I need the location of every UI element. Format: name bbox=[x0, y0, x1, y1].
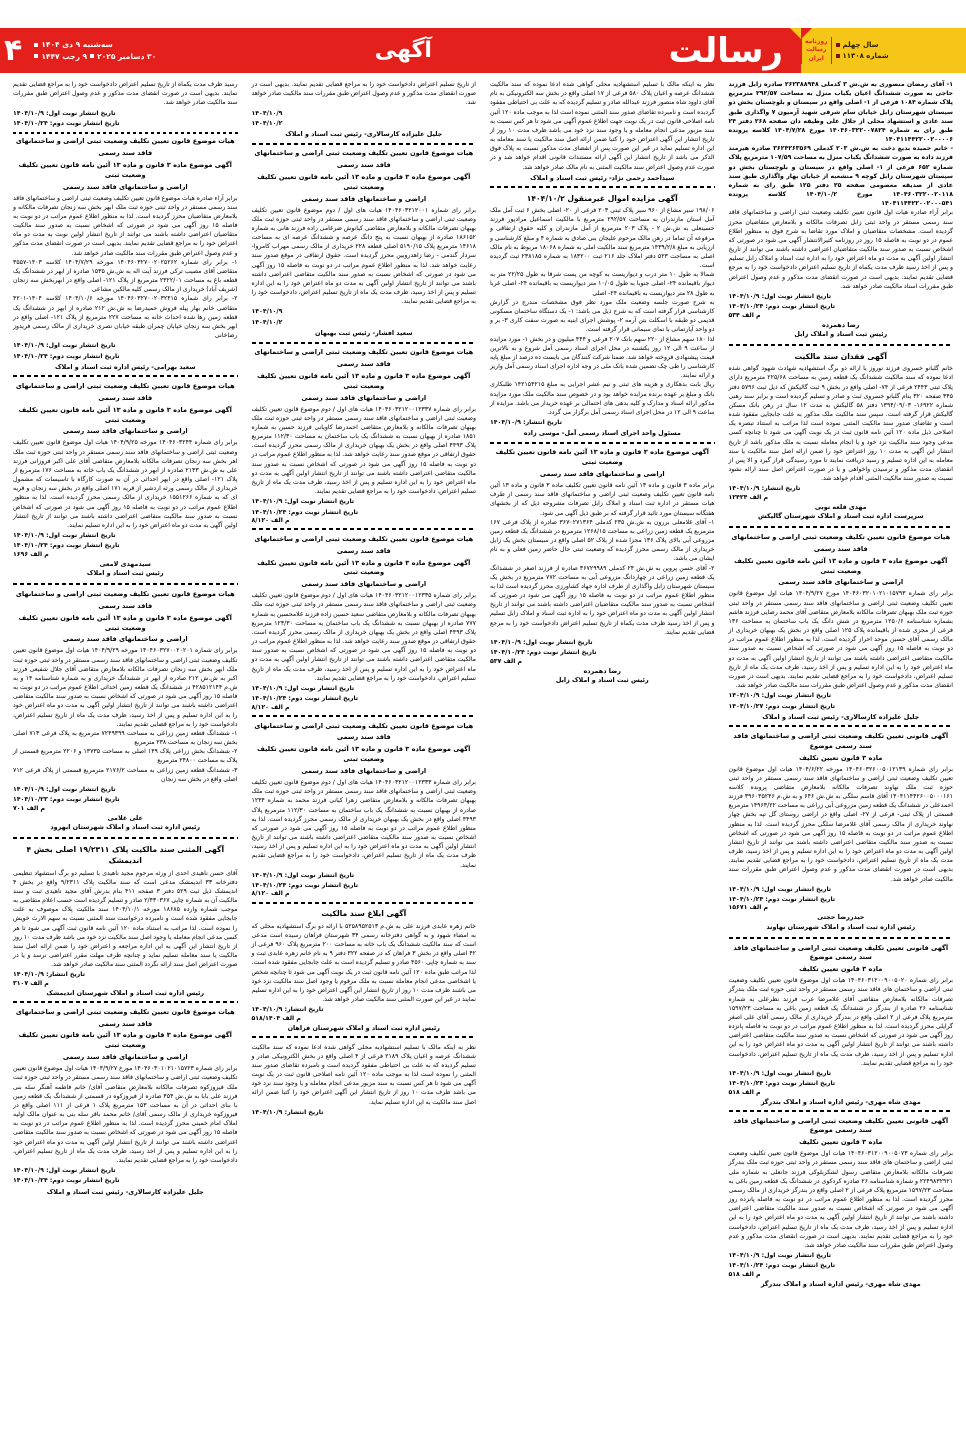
bullet-square-icon bbox=[34, 43, 38, 47]
publication-date-first: ۱۴۰۴/۱۰/۹ bbox=[251, 308, 283, 316]
signature-inline: جلیل علیزاده کارسالاری- رئیس ثبت اسناد و املاک bbox=[285, 130, 443, 139]
section-divider bbox=[729, 724, 954, 729]
section-divider bbox=[252, 1035, 477, 1040]
notice-c4-n6 bbox=[13, 1008, 238, 1196]
signature-inline: مهدی شاه مهری- رئیس اداره اسناد و املاک بندرگز bbox=[760, 1097, 921, 1106]
publication-date-second: تاریخ انتشار نوبت دوم: ۱۴۰۴/۱۰/۲۴ bbox=[251, 508, 359, 516]
signature-inline: جلیل علیزاده کارسالاری- رئیس ثبت اسناد و املاک bbox=[46, 1187, 204, 1196]
notice-item-2: ۲- برابر رای شماره ۱۴۰۴۶۰۳۲۷۰۰۲۰۳۲۴۱۵ مورخه ۱۴۰۴/۱۰/۶ کلاسه ۱۴۰۴-۴۲۰۱ متقاضی خانم بهار پیله فروش حمیدرضا به ش.ش ۲۱۲ صادره از ابهر در ششدانگ یک قطعه زمین رها شده احداث خانه به مساحت ۲۲۷ مترمربع از پلاک ۱۲۱- اصلی واقع در ابهر بخش سه زنجان خیابان چمران طبقه خیابان نصری خریداری از مالک رسمی فریدوز رضاخانی bbox=[13, 295, 238, 340]
bullet-square-icon bbox=[836, 43, 840, 47]
notice-item-1: ۱- آقای غلامعلی بررون به ش.ش ۲۳۵ کدملی ۳۶۷۰۲۷۱۳۶۴ صادره از پلاک فرعی ۱۶۷ مترمربع یک قطعه زمین زراعی به مساحت ۱۲۶۸/۱۵ مترمربع در ششدانگ یک قطعه زمین مزروعی آبی بالای پلاک ۱۳۶ مجزا شده از پلاک ۵۲ اصلی واقع در سیستان بخش یک زابل خریداری از مالک رسمی محرز گردیده که وضعیت ثبتی حال حاضر زمین فعلی و به نام ایشان می باشد. bbox=[490, 518, 715, 563]
notice-body: برابر ماده ۳ قانون و ماده ۱۳ آئین نامه قانون تعیین تکلیف ماده ۳ قانون و ماده ۱۳ آئین نامه قانون تعیین تکلیف وضعیت ثبتی اراضی و ساختمانهای فاقد سند رسمی از طرف هیات مستقر در اداره ثبت اسناد و املاک زابل تصرفات مشروحه ذیل که از بخشهای هفتگانه سیستان مورد تائید قرار گرفته که بر طبق ذیل آگهی می شود. bbox=[490, 482, 715, 517]
section-divider bbox=[13, 374, 238, 379]
date-solar: سه‌شنبه ۹ دی ۱۴۰۴ bbox=[41, 40, 113, 50]
notice-c3-n5 bbox=[252, 722, 477, 898]
brand-logo: رسالت bbox=[668, 30, 783, 71]
publication-date-second: ۱۴۰۴/۱۰/۲ bbox=[251, 318, 283, 326]
hiat-heading-line2: فاقد سند رسمی bbox=[336, 359, 391, 368]
issue-label: شماره ۱۱۳۰۸ bbox=[842, 52, 889, 60]
publication-date: تاریخ انتشار: ۱۴۰۴/۱۰/۹ bbox=[13, 971, 85, 979]
notice-body: برابر رای شماره ۱۴۰۴۶۰۳۲۴۴ مورخه ۱۴۰۴/۹/۲۵ هیات اول موضوع قانون تعیین تکلیف وضعیت ثبتی اراضی و ساختمانهای فاقد سند رسمی مستقر در واحد ثبتی حوزه ثبت ملک اهر بخش سه زنجان تصرفات مالکانه بلامعارض متقاضی آقای علی اکبر فروزانی فرزند علی به ش.ش ۲۱۳۳ صادره از ابهر در ششدانگ یک باب خانه به مساحت ۱۷۶ مترمربع از پلاک ۱۲۱- اصلی واقع در ابهر احداثی در آن به صورت کارگاه با تاسیسات که مشمول خریداری از مالک رسمی ورثه اردشیر از قریه ۱۷۱ اصلی واقع در بخش سه زنجان و قریه ای که به شماره ۱۵۵۱۲۶۶ خریداری از مالک رسمی محرز گردیده است. لذا به منظور اطلاع عموم مراتب در دو نوبت به فاصله ۱۵ روز آگهی می شود در صورتی که اشخاص نسبت به صدور سند مالکیت متقاضی اعتراضی داشته باشند می توانند از تاریخ انتشار اولین آگهی به مدت دو ماه اعتراض خود را به این اداره تسلیم نمایند. bbox=[13, 439, 238, 529]
publication-date-second: تاریخ انتشار نوبت دوم: ۱۴۰۴/۱۰/۲۴ bbox=[728, 1080, 836, 1088]
signer-name: حیدررضا حجتی bbox=[817, 913, 865, 922]
date-gregorian: ۳۰ دسامبر ۲۰۲۵ bbox=[97, 51, 157, 61]
hiat-heading-line1: هیات موضوع قانون تعیین تکلیف وضعیت ثبتی اراضی و ساختمانهای bbox=[15, 1007, 235, 1016]
notice-title: آگهی ابلاغ سند مالکیت bbox=[321, 909, 407, 919]
agahi-heading-line2: اراضی و ساختمانهای فاقد سند رسمی bbox=[539, 470, 665, 479]
signature-inline: مهدی شاه مهری- رئیس اداره اسناد و املاک بندرگز bbox=[760, 1279, 921, 1288]
notice-item-3: ۳- ششدانگ قطعه زمین زراعی به مساحت ۲۱۷۶/۲ مترمربع قسمتی از پلاک فرعی ۷۱۲ اصلی واقع در بخش سه زنجان bbox=[13, 766, 238, 783]
publication-date-second: تاریخ انتشار نوبت دوم: ۱۴۰۴/۱۰/۲۴ bbox=[13, 119, 120, 127]
signature-inline: رئیس اداره ثبت اسناد و املاک شهرستان فراهان bbox=[287, 1023, 440, 1032]
column-2 bbox=[245, 80, 484, 1432]
agahi-heading-line2: اراضی و ساختمانهای فاقد سند رسمی bbox=[301, 393, 427, 402]
signature-inline: مسئول واحد اجرای اسناد رسمی آمل- موسی زاده bbox=[523, 429, 681, 438]
date-lunar: ۹ رجب ۱۴۴۷ bbox=[41, 51, 88, 61]
agahi-heading-line1: آگهی موضوع ماده ۳ قانون و ماده ۱۳ آئین نامه قانون تعیین تکلیف وضعیت ثبتی bbox=[18, 160, 232, 179]
section-divider bbox=[252, 340, 477, 345]
corner-notch-icon bbox=[801, 28, 812, 39]
publication-date-first: تاریخ انتشار نوبت اول: ۱۴۰۴/۱۰/۹ bbox=[490, 638, 593, 646]
masthead-meta bbox=[836, 41, 895, 60]
agahi-ghanooni-heading2: ماده ۳ قانون تعیین تکلیف bbox=[799, 1138, 883, 1147]
publisher-logo-icon bbox=[801, 37, 832, 63]
section-divider bbox=[252, 714, 477, 719]
malef-code: م الف ۸/۱۲۰ bbox=[251, 703, 290, 711]
signer-role: رئیس ثبت اسناد و املاک زابل bbox=[794, 330, 888, 339]
signature-block bbox=[729, 913, 954, 932]
masthead-red-band bbox=[0, 28, 801, 73]
year-line bbox=[836, 41, 889, 49]
agahi-heading-line1: آگهی موضوع ماده ۳ قانون و ماده ۱۳ آئین نامه قانون تعیین تکلیف وضعیت ثبتی bbox=[18, 405, 232, 424]
section-divider bbox=[252, 527, 477, 532]
publication-date-first: تاریخ انتشار نوبت اول: ۱۴۰۴/۱۰/۹ bbox=[13, 109, 116, 117]
signer-role: رئیس اداره ثبت اسناد و املاک شهرستان ابهرود bbox=[50, 823, 201, 832]
signer-role: سرپرست اداره ثبت اسناد و املاک شهرستان گالیکش bbox=[757, 512, 924, 521]
hiat-heading-line2: فاقد سند رسمی bbox=[98, 149, 153, 157]
hiat-heading-line2: فاقد سند رسمی bbox=[813, 544, 868, 553]
notice-body: از تاریخ تسلیم اعتراض دادخواست خود را به مراجع قضایی تقدیم نمایند. بدیهی است در صورت انقضای مدت مذکور و عدم وصول اعتراض طبق مقررات سند مالکیت صادر خواهد شد. bbox=[251, 81, 476, 107]
section-divider bbox=[729, 343, 954, 348]
classifieds-columns bbox=[6, 80, 960, 1432]
signer-name: سیدمهدی لامعی bbox=[99, 559, 151, 568]
notice-body-5: ریال بابت بدهکاری و هزینه های ثبتی و نیم عشر اجرایی به مبلغ ۱۴۲۱۵۴۲۱۵ طلبکاری بانک و مبلغ بر عهده برنده مزایده خواهد بود و در خصوص سند مالکیت ملک مورد مزایده مذکور ارائه اسناد و مدارک و کلیه بدهی های احتمالی بر عهده خریدار می باشد. مزایده از ساعت ۹ الی ۱۲ در محل اجرای اسناد رسمی آمل برگزار می گردد. bbox=[490, 381, 715, 416]
notice-title: آگهی مزایده اموال غیرمنقول ۱۴۰۴/۱۰/۲ bbox=[526, 193, 678, 203]
notice-c4-n3 bbox=[13, 382, 238, 579]
notice-body-3: به شرح صورت جلسه وضعیت ملک مورد نظر فوق مشخصات مندرج در گزارش کارشناسی قرار گرفته است که به شرح ذیل می باشد: ۱- یک دستگاه ساختمان مسکونی قدیمی دو طبقه با اسکلت بتن آرمه ۲- پوشش اجرای ابنیه به صورت سفت کاری ۳- بر و دو واحد آپارتمانی با نمای سیمانی قرار گرفته است. bbox=[490, 298, 715, 334]
page-number: ۴ bbox=[4, 32, 23, 68]
logo-line-1: روزنامه bbox=[805, 38, 828, 46]
hiat-heading-line1: هیات موضوع قانون تعیین تکلیف وضعیت ثبتی اراضی و ساختمانهای bbox=[254, 721, 474, 730]
publication-date-first: تاریخ انتشار نوبت اول: ۱۴۰۴/۱۰/۹ bbox=[251, 684, 355, 692]
publication-date: تاریخ انتشار: ۱۴۰۴/۱۰/۹ bbox=[728, 485, 801, 493]
agahi-heading-line1: آگهی موضوع ماده ۳ قانون و ماده ۱۳ آئین نامه قانون تعیین تکلیف وضعیت ثبتی bbox=[18, 1031, 232, 1050]
notice-body: برابر رای شماره ۱۴۰۴۶۰۳۲۱۲۰۰۱۲۳۳۵ هیات های اول / دوم موضوع قانون تعیین تکلیف وضعیت ثبتی اراضی و ساختمانهای فاقد سند رسمی مستقر در واحد ثبتی حوزه ثبت ملک بهبهان تصرفات مالکانه و بلامعارض متقاضی سعید حسین زاده فرزند غلامحسین به شماره ۷۷۷ صادره از بهبهان نسبت به ششدانگ یک باب ساختمان به مساحت ۱۲۳/۳۰ مترمربع پلاک ۴۴۹۳ اصلی واقع در بخش یک بهبهان خریداری از مالک رسمی محرز گردیده است. حقوق ارتفاقی در موقع صدور سند رعایت خواهد شد. لذا به منظور اطلاع عموم مراتب در دو نوبت به فاصله ۱۵ روز آگهی می شود در صورتی که اشخاص نسبت به صدور سند مالکیت متقاضی اعتراضی داشته باشند می توانند از تاریخ انتشار اولین آگهی به مدت دو ماه اعتراض خود را به این اداره تسلیم و پس از اخذ رسید، ظرف مدت یک ماه از تاریخ تسلیم اعتراض، دادخواست خود را به مراجع قضایی تقدیم نمایند. bbox=[251, 592, 476, 682]
agahi-heading-line2: اراضی و ساختمانهای فاقد سند رسمی bbox=[301, 767, 427, 776]
section-divider bbox=[252, 141, 477, 146]
malef-code: م الف ۱۲۴۲۴ bbox=[728, 493, 769, 501]
agahi-heading-line2: اراضی و ساختمانهای فاقد سند رسمی bbox=[301, 194, 427, 203]
agahi-heading-line2: اراضی و ساختمانهای فاقد سند رسمی bbox=[62, 427, 188, 436]
publication-date-second: تاریخ انتشار نوبت دوم: ۱۴۰۴/۱۰/۲۴ bbox=[13, 352, 120, 360]
notice-body: برابر رای شماره ۱۴۰۴۶۰۳۲۱۲۰۰۱۲۳۳۷ هیات های اول / دوم موضوع قانون تعیین تکلیف وضعیت ثبتی اراضی و ساختمانهای فاقد سند رسمی مستقر در واحد ثبتی حوزه ثبت ملک بهبهان تصرفات مالکانه و بلامعارض متقاضی احمدرضا کاویانی فرزند حسین به شماره ۱۸۵۱ صادره از بهبهان نسبت به ششدانگ یک باب ساختمان به مساحت ۱۱۲/۳۰ مترمربع پلاک ۴۴۹۳ اصلی واقع در بخش یک بهبهان خریداری از مالک رسمی محرز گردیده است. حقوق ارتفاقی در موقع صدور سند رعایت خواهد شد. لذا به منظور اطلاع عموم مراتب در دو نوبت به فاصله ۱۵ روز آگهی می شود در صورتی که اشخاص نسبت به صدور سند مالکیت متقاضی اعتراضی داشته باشند می توانند از تاریخ انتشار اولین آگهی به مدت دو ماه اعتراض خود را به این اداره تسلیم و پس از اخذ رسید، ظرف مدت یک ماه از تاریخ تسلیم اعتراض، دادخواست خود را به مراجع قضایی تقدیم نمایند. bbox=[251, 405, 476, 496]
hiat-heading-line2: فاقد سند رسمی bbox=[336, 161, 391, 169]
signer-name: مهدی قلعه نوبی bbox=[814, 502, 867, 511]
notice-c2-n2 bbox=[490, 193, 715, 438]
publication-date-second: تاریخ انتشار نوبت دوم: ۱۴۰۴/۱۰/۲۴ bbox=[728, 896, 836, 904]
signature-inline: سعید افشار- رئیس ثبت بهبهان bbox=[315, 329, 413, 338]
publication-date-first: تاریخ انتشار نوبت اول: ۱۴۰۴/۱۰/۹ bbox=[13, 785, 116, 793]
section-divider bbox=[729, 1109, 954, 1114]
publication-date: تاریخ انتشار: ۱۴۰۴/۱۰/۹ bbox=[490, 419, 562, 427]
publication-date-second: تاریخ انتشار نوبت دوم: ۱۴۰۴/۱۰/۲۴ bbox=[13, 542, 120, 550]
malef-code: م الف ۱۶۹۶ bbox=[13, 550, 49, 558]
notice-body: آقای حسن ناهیدی احدی از ورثه مرحوم مجید ناهیدی با تسلیم دو برگ استشهاد تنظیمی دفترخانه ۳۳ اندیمشک مدعی است که سند مالکیت پلاک ۹/۲۳۱۱ واقع در بخش ۴ اندیمشک ذیل ثبت ۵۲۹ دفتر ۳ صفحه ۴۱۱ بنام بدرش آقای مجید ناهیدی ثبت و سند مالکیت آن به شماره چاپی ۲/۴۳۰۳۶۷ صادر و تسلیم گردیده است حسب اعلام متقاضی به موجب شماره وارده ۱۸۶۸۵ مورخه ۱۴۰۴/۱۰/۱ سند مالکیت پلاک موصوف به علت جابجایی مفقود شده است و نامبرده درخواست سند المثنی نسبت به سهم الارث خویش را نموده است. لذا مراتب به استناد ماده ۱۲۰ آئین نامه قانون ثبت آگهی می شود تا هر کسی مدعی انجام معامله یا وجود اصل سند مالکیت نزد خود می باشد ظرف مدت ۱۰ روز از تاریخ انتشار این آگهی به این اداره مراجعه و اعتراض خود را ضمن ارائه اصل سند مالکیت یا سند معامله تسلیم نماید و چنانچه ظرف مهلت مقرر اعتراضی نرسد و یا در صورت اعتراض اصل سند ارائه نگردد المثنی سند مالکیت صادر خواهد شد. bbox=[13, 869, 238, 969]
date-lunar-line bbox=[34, 52, 156, 61]
publication-date-second: تاریخ انتشار نوبت دوم: ۱۴۰۴/۱۰/۲۳ bbox=[13, 796, 120, 804]
agahi-ghanooni-heading: آگهی قانونی تعیین تکلیف وضعیت ثبتی اراضی و ساختمانهای فاقد سند رسمی موضوع bbox=[733, 943, 949, 962]
publication-date: تاریخ انتشار: ۱۴۰۴/۱۰/۹ bbox=[251, 1108, 324, 1116]
malef-code: م الف ۳۱۰۷ bbox=[13, 979, 49, 987]
notice-item-1: ۱- برابر رای شماره ۱۴۰۴۶۰۳۲۷۰۰۲۰۲۵۲۶۲ مورخه ۱۴۰۴/۷/۲۹ کلاسه ۱۴۰۳-۳۵۵۷ متقاضی آقای مصیب ترکی فرزند آیت اله به ش.ش ۱۵۳۵ صادره از ابهر در ششدانگ یک قطعه باغ به مساحت ۲۳۲۲/۰۱ مترمربع از پلاک ۱۲۱- اصلی واقع در ابهربخش سه زنجان (شریف آباد) خریداری از مالک رسمی کلیه مالکین مشاعی bbox=[13, 258, 238, 294]
signature-block bbox=[729, 321, 954, 340]
notice-body: برابر آراء صادره هیات موضوع قانون تعیین تکلیف وضعیت ثبتی اراضی و ساختمانهای فاقد سند رسمی مستقر در واحد ثبتی حوزه ثبت ملک ابهر بخش سه زنجان تصرفات مالکانه و بلامعارض متقاضیان محرز گردیده است. لذا به منظور اطلاع عموم مراتب در دو نوبت به فاصله ۱۵ روز آگهی می شود در صورتی که اشخاص نسبت به صدور سند مالکیت متقاضیان اعتراضی داشته باشند می توانند از تاریخ انتشار اولین نوبت به مدت دو ماه اعتراض خود را به مراجع قضایی تقدیم نمایند. بدیهی است در صورت انقضای مدت مذکور و عدم وصول اعتراض طبق مقررات سند مالکیت صادر خواهد شد. bbox=[13, 194, 238, 257]
bullet-square-icon bbox=[90, 54, 94, 58]
agahi-heading-line1: آگهی موضوع ماده ۳ قانون و ماده ۱۳ آئین نامه قانون تعیین تکلیف وضعیت ثبتی bbox=[18, 613, 232, 632]
signer-name: علی غلامی bbox=[107, 813, 143, 822]
notice-item-2: ۲- آقای حسن پروین به ش.ش ۲۴ کدملی ۳۶۷۲۹۹۸۹ صادره از فرزند اصغر در ششدانگ یک قطعه زمین زراعی در چهاردانگ مزروعی آبی به مساحت ۷۷۲ مترمربع در بخش یک سیستان شهرستان زابل واگذاری از طرف اداره جهاد کشاورزی محرز گردیده است لذا به منظور اطلاع عموم مراتب در دو نوبت به فاصله ۱۵ روز آگهی می شود در صورتی که اشخاص نسبت به صدور سند مالکیت متقاضیان اعتراضی داشته باشند می توانند از تاریخ انتشار اولین آگهی به مدت دو ماه اعتراض خود را به اداره ثبت اسناد و املاک زابل تسلیم و پس از اخذ رسید ظرف مدت یکماه از تاریخ تسلیم اعتراض دادخواست خود را به مرجع قضایی تقدیم نمایند. bbox=[490, 564, 715, 636]
notice-body: برابر رای شماره ۱۴۰۴۶۰۳۲۶۰۰۵۰۱۲۱۳۹ مورخه ۱۴۰۴/۶/۲۲ هیات اول موضوع قانون تعیین تکلیف وضعیت ثبتی اراضی و ساختمانهای فاقد سند رسمی مستقر در واحد ثبتی حوزه ثبت ملک نهاوند تصرفات مالکانه بلامعارض متقاضی پرونده کلاسه ۱۴۰۴۱۱۴۴۲۶۰۰۵۰۰۰۱۶۱ آقای قاسم سلگی به ش.ش ۶۴۶ و به ش.م ۳۹۶۰۴۵۲۴۶ فرزند احمدعلی در ششدانگ یک قطعه زمین مزروعی آبی زراعی به مساحت ۱۴۹۶۳/۲۲ مترمربع قسمتی از پلاک ثبتی- فرعی از ۲۷- اصلی واقع در اراضی روستای گل تپه بخش چهار نهاوند خریداری از مالک رسمی آقای غلامرضا سلگی محرز گردیده است. لذا به منظور اطلاع عموم مراتب در دو نوبت به فاصله ۱۵ روز آگهی می شود در صورتی که اشخاص نسبت به صدور سند مالکیت متقاضی اعتراضی داشته باشند می توانند از تاریخ انتشار اولین آگهی به مدت دو ماه اعتراض خود را به این اداره تسلیم و پس از اخذ رسید، ظرف مدت یک ماه از تاریخ تسلیم اعتراض، دادخواست خود را به مراجع قضایی تقدیم نمایند. بدیهی است در صورت انقضای مدت مذکور و عدم وصول اعتراض طبق مقررات سند مالکیت صادر خواهد شد. bbox=[728, 765, 954, 883]
notice-c1-n5 bbox=[729, 944, 954, 1106]
publication-date-second: تاریخ انتشار نوبت دوم: ۱۴۰۴/۱۰/۲۴ bbox=[251, 882, 359, 890]
publication-date: تاریخ انتشار: ۱۴۰۴/۱۰/۹ bbox=[251, 1006, 324, 1014]
notice-body: برابر رای شماره ۱۴۰۴۶۰۳۱۲۰۰۹۰۰۵۰۲۰ هیات اول موضوع قانون تعیین تکلیف وضعیت ثبتی اراضی و ساختمان های فاقد سند رسمی مستقر در واحد ثبتی حوزه ثبت ملک بندرگز تصرفات مالکانه بلامعارض متقاضی آقای غلامرضا عرب فرزند نظرعلی به شماره شناسنامه ۲۶ صادره از بندرگز در ششدانگ یک قطعه زمین باغی به مساحت ۱۵۹۷/۲۳ مترمربع پلاک فرعی از ۲ اصلی واقع در بندرگز خریداری از مالک رسمی آقای علی اصغر گرایلی محرز گردیده است. لذا به منظور اطلاع عموم مراتب در دو نوبت به فاصله پانزده روز آگهی می شود در صورتی که اشخاص نسبت به صدور سند مالکیت متقاضی اعتراضی داشته باشند می توانند از تاریخ انتشار اولین آگهی به مدت دو ماه اعتراض خود را به این اداره تسلیم و پس از اخذ رسید، ظرف مدت یک ماه از تاریخ تسلیم اعتراض، دادخواست خود را به مراجع قضایی تقدیم نمایند. bbox=[728, 977, 954, 1067]
agahi-heading-line2: اراضی و ساختمانهای فاقد سند رسمی bbox=[778, 578, 904, 587]
agahi-ghanooni-heading2: ماده ۳ قانون تعیین تکلیف bbox=[799, 753, 883, 762]
publication-date-first: تاریخ انتشار نوبت اول: ۱۴۰۴/۱۰/۹ bbox=[13, 342, 116, 350]
hiat-heading-line2: فاقد سند رسمی bbox=[98, 601, 153, 610]
notice-body: ۱۹۸/۰۶ سیر مشاع از ۹۶۰ سیر پلاک ثبتی ۲۰۳ فرعی از ۲۰- اصلی بخش ۶ ثبت آمل ملک آمل استان مازندران به مساحت ۲۹۲/۵۷ مترمربع با مالکیت اسماعیل مرادپور فرزند حسینعلی به ش.ش ۲ - پلاک ۲۰۳ مترمربع از آمل مازندران و کلیه حقوق ارتفاقی و مرفوعه آن تماما در رهن مالک مرحوم علیجان بنی صادق به شماره ۴ و مبلغ کارشناسی و ارزیابی به مبلغ ۱۴۳۹/۲/۸ مترمربع سند مالکیت املی به شماره ۱۸۰۶۸ مربوط به نام مالک اصلی به مساحت ۵۲۳ دفتر املاک جلد ۲۱۶ ثبت ۱۸۳۲۰۰ به شماره ۲۳۸۱۸۵ ثبت گردیده است. bbox=[490, 207, 715, 270]
notice-c3-n4 bbox=[252, 535, 477, 711]
section-divider bbox=[729, 936, 954, 941]
signer-name: رضا دهمرده bbox=[583, 666, 621, 675]
signature-inline: جلیل علیزاده کارسالاری- رئیس ثبت اسناد و املاک bbox=[762, 712, 920, 721]
publication-date-first: تاریخ انتشار نوبت اول: ۱۴۰۴/۱۰/۹ bbox=[728, 885, 832, 893]
notice-body: نظر به اینکه مالک با تسلیم استشهادیه محلی گواهی شده ادعا نموده که سند مالکیت ششدانگ عرصه و اعیان پلاک ۲۱۸۹ فرعی از ۴ اصلی واقع در بخش الکترونیکی صادر و تسلیم گردیده که به علت بی احتیاطی مفقود گردیده است و نامبرده تقاضای صدور سند المثنی را نموده است لذا به موجب ماده ۱۲۰ آئین نامه اصلاحی قانون ثبت در یک نوبت آگهی می شود تا هر کس نسبت به سند مزبور مدعی انجام معامله و یا وجود سند نزد خود می باشد ظرف مدت ۱۰ روز از تاریخ انتشار این آگهی اعتراض خود را کتبا ضمن ارائه اصل سند مالکیت به این اداره تسلیم نماید. bbox=[251, 1043, 476, 1106]
notice-c1-n4 bbox=[729, 732, 954, 933]
column-1 bbox=[6, 80, 245, 1432]
malef-code: م الف ۵۱۸ bbox=[728, 1088, 761, 1096]
notice-body: برابر رای شماره ۱۴۰۴۶۰۳۲۷۰۰۲۰۲۰۱ مورخه ۱۴۰۴/۹/۲۹ هیات اول موضوع قانون تعیین تکلیف وضعیت ثبتی اراضی و ساختمانهای فاقد سند رسمی مستقر در واحد ثبتی حوزه ثبت ملک ابهر بخش سه زنجان تصرفات مالکانه بلامعارض متقاضی آقای جلال شفیعی فرزند اکبر به ش.ش ۲۱۲ صادره از ابهر در ششدانگ خریداری و به شماره شناسنامه ۱۴ و به ش.م ۴۲۸۵۱۲۱۴۴ در ششدانگ یک قطعه زمین احداثی اطلاع عموم مراتب در دو نوبت به فاصله ۱۵ روز آگهی می شود در صورتی که اشخاص نسبت به صدور سند مالکیت متقاضی اعتراضی داشته باشند می توانند از تاریخ انتشار اولین آگهی به مدت دو ماه اعتراض خود را به این اداره تسلیم و پس از اخذ رسید، ظرف مدت یک ماه از تاریخ تسلیم اعتراض، دادخواست خود را به مراجع قضایی تقدیم نمایند. bbox=[13, 647, 238, 728]
notice-body: نظر به اینکه مالک با تسلیم استشهادیه محلی گواهی شده ادعا نموده که سند مالکیت ششدانگ عرصه و اعیان پلاک ۵۸۰ فرعی از ۱۷ اصلی واقع در بخش سه الکترونیکی به نام آقای داوود شاه منصور فرزند عبدالله صادر و تسلیم گردیده که به علت بی احتیاطی مفقود گردیده است و نامبرده تقاضای صدور سند المثنی نموده است لذا به موجب ماده ۱۲۰ آئین نامه اصلاحی قانون ثبت در یک نوبت جهت اطلاع عموم آگهی می شود تا هر کس نسبت به سند مزبور مدعی انجام معامله و یا وجود سند نزد خود می باشد ظرف مدت ۱۰ روز از تاریخ انتشار این آگهی اعتراض خود را کتبا ضمن ارائه اصل سند مالکیت یا سند معامله به این اداره تسلیم نماید در غیر این صورت پس از انقضای مدت مذکور نسبت به پلاک فوق الذکر می باشد از تاریخ انتشار این آگهی ارائه مستندات قانونی اقدام خواهد شد و در صورت عدم وصول اعتراض سند مالکیت المثنی به نام مالک صادر خواهد شد. bbox=[490, 81, 715, 171]
agahi-ghanooni-heading2: ماده ۳ قانون تعیین تکلیف bbox=[799, 965, 883, 974]
notice-body-2: شمالا به طول ۱۰ متر درب و دیواریست به کوچه من پست شرقا به طول ۲۲/۲۵ متر به دیوار باقیمانده ۲۴- اصلی جنوبا به طول ۱۰/۰۵ متر دیواریست به باقیمانده ۲۴- اصلی غربا به طول ۲۸ متر دیواریست به باقیمانده ۲۴- اصلی bbox=[490, 271, 715, 297]
agahi-heading-line1: آگهی موضوع ماده ۳ قانون و ماده ۱۳ آئین نامه قانون تعیین تکلیف وضعیت ثبتی bbox=[257, 172, 471, 191]
notice-c2-n3 bbox=[490, 448, 715, 685]
signer-role: رئیس ثبت اسناد و املاک زابل bbox=[555, 676, 649, 685]
publication-date-second: تاریخ انتشار نوبت دوم: ۱۴۰۴/۱۰/۲۴ bbox=[728, 1262, 836, 1270]
malef-code: م الف ۵۳۴ bbox=[728, 311, 761, 319]
section-title: آگهی bbox=[374, 38, 432, 63]
signature-inline: سعید بهرامی- رئیس اداره ثبت اسناد و املاک bbox=[54, 362, 196, 371]
malef-code: م الف ۷۰۱ bbox=[13, 804, 45, 812]
notice-c1-n1 bbox=[729, 80, 954, 340]
section-divider bbox=[13, 582, 238, 587]
hiat-heading-line1: هیات موضوع قانون تعیین تکلیف وضعیت ثبتی اراضی و ساختمانهای bbox=[731, 532, 951, 541]
signature-block bbox=[729, 503, 954, 522]
hiat-heading-line2: فاقد سند رسمی bbox=[336, 546, 391, 555]
logo-line-3: ایران bbox=[808, 54, 824, 62]
publication-date-first: تاریخ انتشار نوبت اول: ۱۴۰۴/۱۰/۹ bbox=[251, 871, 355, 879]
hiat-heading-line1: هیات موضوع قانون تعیین تکلیف وضعیت ثبتی اراضی و ساختمانهای bbox=[254, 534, 474, 543]
notice-title: آگهی فقدان سند مالکیت bbox=[794, 351, 887, 361]
section-divider bbox=[252, 900, 477, 905]
section-divider bbox=[13, 836, 238, 841]
hiat-heading-line2: فاقد سند رسمی bbox=[336, 733, 391, 742]
notice-c3-n2 bbox=[252, 149, 477, 337]
agahi-heading-line1: آگهی موضوع ماده ۳ قانون و ماده ۱۳ آئین نامه قانون تعیین تکلیف وضعیت ثبتی bbox=[734, 556, 948, 575]
notice-body: برابر رای شماره ۱۴۰۴۶۰۳۲۰۱۰۲۱۰۱۵۷۹۳ مورخ ۱۴۰۴/۹/۲۷ هیات اول موضوع قانون تعیین تکلیف وضعیت ثبتی اراضی و ساختمانهای فاقد سند رسمی مستقر در واحد ثبتی حوزه ثبت ملک بهبهان تصرفات مالکانه بلامعارض متقاضی آقای محمد رضایی فرزند هاشم بشماره شناسنامه ۱۲۵۰/۶ مترمربع در شش دانگ یک باب ساختمان به مساحت ۱۳۶ فرعی از مجزی شده از باقیمانده پلاک ۱۲۵ اصلی واقع در بخش یک بهبهان خریداری از مالک رسمی آقای حسین موحد احراز گردیده است. لذا به منظور اطلاع عموم مراتب در دو نوبت به فاصله ۱۵ روز آگهی می شود در صورتی که اشخاص نسبت به صدور سند مالکیت متقاضی اعتراضی داشته باشند می توانند از تاریخ انتشار اولین آگهی به مدت دو ماه اعتراض خود را به این اداره تسلیم و پس از اخذ رسید، ظرف مدت یک ماه از تاریخ تسلیم اعتراض، دادخواست خود را به مراجع قضایی تقدیم نمایند. بدیهی است در صورت انقضای مدت مذکور و عدم وصول اعتراض طبق مقررات سند مالکیت صادر خواهد شد. bbox=[728, 590, 954, 690]
publication-date-second: تاریخ انتشار نوبت دوم: ۱۴۰۴/۱۰/۲۷ bbox=[728, 702, 836, 710]
hiat-heading-line1: هیات موضوع قانون تعیین تکلیف وضعیت ثبتی اراضی و ساختمانهای bbox=[15, 381, 235, 390]
section-divider bbox=[729, 525, 954, 530]
malef-code: م الف ۵۱۸/۱۴۰۴ bbox=[251, 1014, 301, 1022]
column-3 bbox=[483, 80, 722, 1432]
notice-item-1: ۱- ششدانگ قطعه زمین زراعی به مساحت ۷۲۴۹۳۹۹ مترمربع به پلاک فرعی ۷۱۳ اصلی بخش سه زنجان به مساحت ۲۳۸ مترمربع bbox=[13, 729, 238, 747]
signature-inline: رئیس اداره ثبت اسناد و املاک شهرستان اندیمشک bbox=[46, 988, 205, 997]
agahi-heading-line1: آگهی موضوع ماده ۳ قانون و ماده ۱۳ آئین نامه قانون تعیین تکلیف وضعیت ثبتی bbox=[257, 745, 471, 764]
agahi-ghanooni-heading: آگهی قانونی تعیین تکلیف وضعیت ثبتی اراضی و ساختمانهای فاقد سند رسمی موضوع bbox=[733, 1116, 949, 1135]
publication-date-first: تاریخ انتشار نوبت اول: ۱۴۰۴/۱۰/۹ bbox=[728, 1252, 832, 1260]
notice-body: برابر رای شماره ۱۴۰۴۶۰۳۱۲۰۰۹۰۰۵۰۷۳ هیات اول موضوع قانون تعیین تکلیف وضعیت ثبتی اراضی و ساختمان های فاقد سند رسمی مستقر در واحد ثبتی حوزه ثبت ملک بندرگز تصرفات مالکانه بلامعارض متقاضی رسول لشکربلوکی فرزند جانعلی به شماره ملی ۲۲۴۹۸۳۲۹۲۱ و شماره شناسنامه ۲۶ صادره کردکوی در ششدانگ یک قطعه زمین باغی به مساحت ۱۵۹۷/۲۳ مترمربع پلاک فرعی از ۲ اصلی واقع در بندرگز خریداری از مالک رسمی محرز گردیده است. لذا به منظور اطلاع عموم مراتب در دو نوبت به فاصله پانزده روز آگهی می شود در صورتی که اشخاص نسبت به صدور سند مالکیت متقاضی اعتراضی داشته باشند می توانند از تاریخ انتشار اولین آگهی به مدت دو ماه اعتراض خود را به این اداره تسلیم و پس از اخذ رسید، ظرف مدت یک ماه از تاریخ تسلیم اعتراض، دادخواست خود را به مراجع قضایی تقدیم نمایند. بدیهی است در صورت انقضای مدت مذکور و عدم وصول اعتراض طبق مقررات سند مالکیت صادر خواهد شد. bbox=[728, 1150, 954, 1249]
notice-body: خانم گلبانو خسروی فرزند نوروز با ارائه دو برگ استشهادیه شهادت شهود گواهی شده ادعا نموده که سند مالکیت ششدانگ یک قطعه زمین به مساحت ۲۲۵/۶۸ مترمربع دارای پلاک ثبتی ۲۴۴۳ فرعی از ۷۴- اصلی واقع در بخش ۹ ثبت گالیکش که ذیل ثبت ۵۷۹۶ دفتر ۳۴۵ صفحه ۳۲۰ بنام گلبانو خسروی ثبت و صادر و تسلیم گردیده است و برابر سند رهنی شماره ۱۶۹۲۲- ۱۳۹۴/۰۹/۰۳ دفتر ۵۸ گالیکش به مدت ۱۲ سال در رهن بانک مسکن گالیکش قرار گرفته است. سپس سند مالکیت ملک مذکور به علت جابجایی مفقود شده است و تقاضای صدور سند مالکیت المثنی نموده است لذا مراتب به استناد تبصره یک اصلاحی ذیل ماده ۱۲۰ آئین نامه قانون ثبت در یک نوبت آگهی می شود تا چنانچه کسی مدعی وجود سند مالکیت نزد خود و یا انجام معامله نسبت به ملک مذکور باشد از تاریخ انتشار این آگهی به مدت ۱۰ روز اعتراض خود را ضمن ارائه اصل سند مالکیت یا سند معامله به این اداره تسلیم و رسید دریافت نمایند تا مورد رسیدگی قرار گیرد و الا پس از انقضای مدت مذکور و نرسیدن واخواهی و یا در صورت اعتراض اصل سند ارائه نشود نسبت به صدور سند مالکیت المثنی اقدام خواهد شد. bbox=[728, 365, 954, 483]
publication-date-second: تاریخ انتشار نوبت دوم: ۱۴۰۴/۱۰/۲۴ bbox=[490, 649, 597, 657]
date-solar-line bbox=[34, 40, 156, 49]
hiat-heading-line1: هیات موضوع قانون تعیین تکلیف وضعیت ثبتی اراضی و ساختمانهای bbox=[15, 137, 235, 146]
notice-c4-n2 bbox=[13, 137, 238, 371]
publication-date-first: تاریخ انتشار نوبت اول: ۱۴۰۴/۱۰/۹ bbox=[13, 1167, 116, 1175]
issue-line bbox=[836, 52, 889, 60]
publication-date-second: تاریخ انتشار نوبت دوم: ۱۴۰۴/۱۰/۲۴ bbox=[728, 303, 836, 311]
notice-body: برابر رای شماره ۱۴۰۴۶۰۳۲۱۲۰۰۱۲۳۳۳ هیات های اول / دوم موضوع قانون تعیین تکلیف وضعیت ثبتی اراضی و ساختمانهای فاقد سند رسمی مستقر در واحد ثبتی حوزه ثبت ملک بهبهان تصرفات مالکانه و بلامعارض متقاضی زهرا کیانی فرزند محمد به شماره ۱۲۳۴ صادره از بهبهان نسبت به ششدانگ یک باب ساختمان به مساحت ۱۱۲/۳۰ مترمربع پلاک ۴۴۹۳ اصلی واقع در بخش یک بهبهان خریداری از مالک رسمی محرز گردیده است. لذا به منظور اطلاع عموم مراتب در دو نوبت به فاصله ۱۵ روز آگهی می شود در صورتی که اشخاص نسبت به صدور سند مالکیت متقاضی اعتراضی داشته باشند می توانند از تاریخ انتشار اولین آگهی به مدت دو ماه اعتراض خود را به این اداره تسلیم و پس از اخذ رسید، ظرف مدت یک ماه از تاریخ تسلیم اعتراض، دادخواست خود را به مراجع قضایی تقدیم نمایند. bbox=[251, 779, 476, 869]
section-divider bbox=[490, 440, 715, 445]
notice-title: آگهی المثنی سند مالکیت پلاک ۱۹/۲۳۱۱ اصلی بخش ۴ اندیمشک bbox=[26, 844, 225, 866]
publication-date-first: تاریخ انتشار نوبت اول: ۱۴۰۴/۱۰/۹ bbox=[13, 532, 116, 540]
hiat-heading-line2: فاقد سند رسمی bbox=[98, 393, 153, 402]
signer-role: رئیس اداره ثبت اسناد و املاک شهرستان نهاوند bbox=[766, 922, 916, 931]
hiat-heading-line2: فاقد سند رسمی bbox=[98, 1019, 153, 1028]
hiat-heading-line1: هیات موضوع قانون تعیین تکلیف وضعیت ثبتی اراضی و ساختمانهای bbox=[254, 348, 474, 357]
malef-code: م الف ۵۳۷ bbox=[490, 657, 522, 665]
notice-body: برابر رای شماره ۱۴۰۴۶۰۳۰۱۰۲۱۰۱۵۷۲۳ مورخ ۱۴۰۴/۹/۲۷ هیات اول موضوع قانون تعیین تکلیف وضعیت ثبتی اراضی و ساختمانهای فاقد سند رسمی مستقر در واحد ثبتی حوزه ثبت ملک فیروزکوه تصرفات مالکانه بلامعارض متقاضی آقای/ خانم فاطمه آهنگر سله بنی فرزند علی بابا به ش.ش ۴۵۴ صادره از فیروزکوه در قسمتی از ششدانگ یک قطعه زمین با بنای احداثی در آن به مساحت ۱۵۳ مترمربع پلاک ۱ فرعی از ۱۱۱ اصلی واقع در فیروزکوه خریداری از مالک رسمی آقای/ خانم محمد باقر سله بنی به عنوان مالک اولیه املاک امام خمینی محرز گردیده است. لذا به منظور اطلاع عموم مراتب در دو نوبت به فاصله ۱۵ روز آگهی می شود در صورتی که اشخاص نسبت به صدور سند مالکیت متقاضی اعتراضی داشته باشند می توانند از تاریخ انتشار اولین آگهی به مدت دو ماه اعتراض خود را به این اداره تسلیم و پس از اخذ رسید، ظرف مدت یک ماه از تاریخ تسلیم اعتراض، دادخواست خود را به مراجع قضایی تقدیم نمایند. bbox=[13, 1065, 238, 1164]
malef-code: م الف ۱۵۶۷۱ bbox=[728, 904, 769, 912]
notice-c2-n1 bbox=[490, 80, 715, 182]
section-divider bbox=[13, 1000, 238, 1005]
column-4 bbox=[722, 80, 961, 1432]
signature-block bbox=[13, 814, 238, 833]
signer-role: رئیس ثبت اسناد و املاک bbox=[86, 569, 164, 578]
notice-c3-n1 bbox=[252, 80, 477, 138]
agahi-heading-line2: اراضی و ساختمانهای فاقد سند رسمی bbox=[62, 635, 188, 644]
notice-c1-n3 bbox=[729, 533, 954, 721]
agahi-heading-line1: آگهی موضوع ماده ۳ قانون و ماده ۱۳ آئین نامه قانون تعیین تکلیف وضعیت ثبتی bbox=[495, 448, 709, 467]
hiat-heading-line1: هیات موضوع قانون تعیین تکلیف وضعیت ثبتی اراضی و ساختمانهای bbox=[254, 149, 474, 158]
signature-block bbox=[490, 667, 715, 686]
bullet-square-icon bbox=[836, 54, 840, 58]
malef-code: م الف ۸/۱۲۰ bbox=[251, 516, 290, 524]
publication-date-first: ۱۴۰۴/۱۰/۹ bbox=[251, 109, 283, 117]
notice-item-2: ۲- ششدانگ بخش زراعی پلاک ۱۴۹ اصلی به مساحت ۱۳۷۳۵ و ۲۲۰۶ مترمربع قسمتی از پلاک به مساحت ۲۴۸۰۰ مترمربع bbox=[13, 748, 238, 765]
notice-body: برابر رای شماره ۱۴۰۴۶۰۳۲۱۲۰۰۱ هیات های اول / دوم موضوع قانون تعیین تکلیف وضعیت ثبتی اراضی و ساختمانهای فاقد سند رسمی مستقر در واحد ثبتی حوزه ثبت ملک بهبهان تصرفات مالکانه و بلامعارض متقاضی کیانوش ضرغامی زاده فرزند هانی به شماره ۱۸۶۱۵۲ صادره از بهبهان نسبت به پنج دانگ عرصه و ششدانگ عرصه ای به مساحت ۱۴۶۱۸ مترمربع پلاک ۵۱۹۰/۱۵ اصلی قطعه ۲۲۸ خریداری از مالک رسمی مهراب کامروا- سردار گندمی - رضا زاهدروبین محرز گردیده است. حقوق ارتفاقی در موقع صدور سند رعایت خواهد شد. لذا به منظور اطلاع عموم مراتب در دو نوبت به فاصله ۱۵ روز آگهی می شود در صورتی که اشخاص نسبت به صدور سند مالکیت متقاضی اعتراضی داشته باشند می توانند از تاریخ انتشار اولین آگهی به مدت دو ماه اعتراض خود را به این اداره تسلیم و پس از اخذ رسید، ظرف مدت یک ماه از تاریخ تسلیم اعتراض، دادخواست خود را به مراجع قضایی تقدیم نمایند. bbox=[251, 206, 477, 306]
masthead bbox=[0, 28, 966, 73]
notice-body-3: برابر آراء صادره هیات اول قانون تعیین تکلیف وضعیت ثبتی اراضی و ساختمانهای فاقد سند رسمی مستقر در واحد ثبتی زابل تصرفات مالکانه و بلامعارض متقاضیان محرز گردیده است. مشخصات متقاضیان و املاک مورد تقاضا به شرح فوق به منظور اطلاع عموم در دو نوبت به فاصله ۱۵ روز در روزنامه کثیرالانتشار آگهی می شود در صورتی که اشخاص نسبت به صدور سند مالکیت متقاضیان اعتراضی داشته باشند می توانند از تاریخ انتشار اولین آگهی به مدت دو ماه اعتراض خود را به اداره ثبت اسناد و املاک زابل تسلیم و پس از اخذ رسید ظرف مدت یکماه از تاریخ تسلیم اعتراض دادخواست خود را به مرجع قضایی تقدیم نمایند. بدیهی است در صورت انقضای مدت مذکور و عدم وصول اعتراض طبق مقررات اسناد مالکیت صادر خواهد شد. bbox=[728, 209, 953, 290]
signer-name: رضا دهمرده bbox=[821, 320, 860, 329]
agahi-heading-line1: آگهی موضوع ماده ۳ قانون و ماده ۱۳ آئین نامه قانون تعیین تکلیف وضعیت ثبتی bbox=[257, 371, 471, 390]
masthead-yellow-band bbox=[801, 28, 966, 73]
agahi-heading-line2: اراضی و ساختمانهای فاقد سند رسمی bbox=[62, 182, 188, 191]
notice-c3-n7 bbox=[252, 1043, 477, 1118]
malef-code: م الف ۵۱۸ bbox=[728, 1270, 761, 1278]
notice-body: خانم زهره عابدی فرزند علی به ش.م ۵۲۵۸۹۵۲۵۱۳ با ارائه دو برگ استشهادیه محلی که به امضاء شهود و به گواهی دفترخانه رسمی ۳۴ شهرستان فراهان رسیده است مدعی است که سند مالکیت ششدانگ یک باب خانه به مساحت ۲۰۰ مترمربع پلاک ۹۶۰ فرعی از ۴۲ اصلی واقع در بخش ۳ فراهان که در صفحه ۳۲۲ دفتر ۹ به نام خانم زهره عابدی ثبت و سند به شماره چاپی ۴۵۶۰ صادر و تسلیم گردیده است به علت جابجایی مفقود شده است. لذا مراتب طبق ماده ۱۲۰ آئین نامه قانون ثبت در یک نوبت آگهی می شود تا چنانچه شخص یا اشخاصی مدعی انجام معامله نسبت به ملک مرقوم یا وجود اصل سند مالکیت نزد خود می باشند ظرف مدت ۱۰ روز از تاریخ انتشار این آگهی اعتراض خود را به این اداره تسلیم نمایند در غیر این صورت المثنی سند مالکیت صادر خواهد شد. bbox=[251, 922, 477, 1004]
publication-date-second: تاریخ انتشار نوبت دوم: ۱۴۰۴/۱۰/۲۴ bbox=[251, 695, 359, 703]
notice-c1-n6 bbox=[729, 1117, 954, 1288]
publication-date-second: تاریخ انتشار نوبت دوم: ۱۴۰۴/۱۰/۲۴ bbox=[13, 1177, 120, 1185]
notice-body: ۱- آقای رمضان منصوری به ش.ش ۳ کدملی ۲۶۲۳۸۸۹۴۸ صادره زابل فرزند حاجی به صورت ششدانگ اعیان یکباب منزل به مساحت ۲۹۲/۵۷ مترمربع پلاک شماره ۱۰۸۴ فرعی از ۱- اصلی واقع در سیستان و بلوچستان بخش دو سیستان شهرستان زابل خیابان سام شرقی شهید آرمیون ۷ واگذاری طبق سند عادی و استشهاد محلی از جلال علی وظیفه دان صفحه ۲۶۸ دفتر ۲۴ طبق رای به شماره ۱۴۰۴۶۰۳۲۲۰۰۷۸۲۴ مورخ ۱۴۰۴/۷/۲۸ کلاسه پرونده ۱۴۰۴۱۱۴۴۲۲۰۰۲۰۰۰۰۶ bbox=[728, 81, 954, 144]
bullet-square-icon bbox=[34, 54, 38, 58]
notice-c4-n4 bbox=[13, 590, 238, 833]
masthead-dates bbox=[30, 40, 156, 61]
publication-date-first: تاریخ انتشار نوبت اول: ۱۴۰۴/۱۰/۹ bbox=[728, 292, 832, 300]
malef-code: م الف ۸/۱۲۰ bbox=[251, 890, 290, 898]
corner-notch-icon bbox=[790, 28, 801, 39]
notice-c1-n2 bbox=[729, 351, 954, 522]
agahi-ghanooni-heading: آگهی قانونی تعیین تکلیف وضعیت ثبتی اراضی و ساختمانهای فاقد سند رسمی موضوع bbox=[733, 731, 949, 750]
notice-body-4: لذا ۱۸۰ سهم مشاع از ۲۲۰ سهم بانک ۲۰۷ فرعی و ۴۴۴ میلیون و در بخش ۱- مورد مزایده از ساعت ۹ الی ۱۲ روز یکشنبه در محل اجرای اسناد رسمی آمل شروع و به بالاترین قیمت پیشنهادی فروخته خواهد شد. ضمنا شرکت کنندگان می بایست ده درصد از مبلغ پایه کارشناسی را طی چک تضمین شده بانک ملی در وجه اداره اجرای اسناد رسمی آمل واریز و ارائه نمایند. bbox=[490, 335, 715, 380]
section-divider bbox=[13, 131, 238, 135]
logo-line-2: رسالت bbox=[806, 46, 827, 54]
publication-date-first: تاریخ انتشار نوبت اول: ۱۴۰۴/۱۰/۹ bbox=[728, 1069, 832, 1077]
agahi-heading-line2: اراضی و ساختمانهای فاقد سند رسمی bbox=[62, 1053, 188, 1062]
agahi-heading-line1: آگهی موضوع ماده ۳ قانون و ماده ۱۳ آئین نامه قانون تعیین تکلیف وضعیت ثبتی bbox=[257, 558, 471, 577]
publication-date-first: تاریخ انتشار نوبت اول: ۱۴۰۴/۱۰/۹ bbox=[251, 498, 355, 506]
year-label: سال چهلم bbox=[842, 41, 879, 49]
signature-block bbox=[13, 560, 238, 579]
publication-date-first: تاریخ انتشار نوبت اول: ۱۴۰۴/۱۰/۹ bbox=[728, 692, 832, 700]
section-divider bbox=[490, 185, 715, 190]
publication-date-second: ۱۴۰۴/۱۰/۲ bbox=[251, 119, 283, 127]
notice-c4-n5 bbox=[13, 844, 238, 997]
notice-body-2: - خانم حمیده بدیع دخت به ش.ش ۲۰۳ کدملی ۳۶۲۴۲۶۳۵۶۹ صادره هیرمند فرزند داده به صورت ششدانگ یکباب منزل به مساحت ۱۰۷/۵۹ مترمربع پلاک شماره ۶۵۲ فرعی از ۱- اصلی واقع در سیستان و بلوچستان بخش دو سیستان شهرستان زابل کوچه ۹ منشعبه از خیابان بهار واگذاری طبق سند عادی از صدیقه معصومی صفحه ۲۵ دفتر ۱۲۵ طبق رای به شماره ۱۴۰۴۶۰۳۲۲۰۰۲۰۱۱۸ مورخ ۱۴۰۴/۱۰/۲ کلاسه پرونده ۱۴۰۴۱۱۴۴۲۲۰۰۲۰۰۰۵۴۱ bbox=[728, 145, 954, 208]
signature-inline: سیداحمد رحمی نژاد- رئیس ثبت اسناد و املاک bbox=[530, 173, 675, 182]
hiat-heading-line1: هیات موضوع قانون تعیین تکلیف وضعیت ثبتی اراضی و ساختمانهای bbox=[15, 589, 235, 598]
notice-body: رسید ظرف مدت یکماه از تاریخ تسلیم اعتراض دادخواست خود را به مراجع قضایی تقدیم نمایند. بدیهی است در صورت انقضای مدت مذکور و عدم وصول اعتراض طبق مقررات سند مالکیت صادر خواهد شد. bbox=[13, 81, 238, 107]
notice-c3-n6 bbox=[252, 908, 477, 1031]
agahi-heading-line2: اراضی و ساختمانهای فاقد سند رسمی bbox=[301, 580, 427, 589]
notice-c3-n3 bbox=[252, 348, 477, 524]
notice-c4-n1 bbox=[13, 80, 238, 128]
